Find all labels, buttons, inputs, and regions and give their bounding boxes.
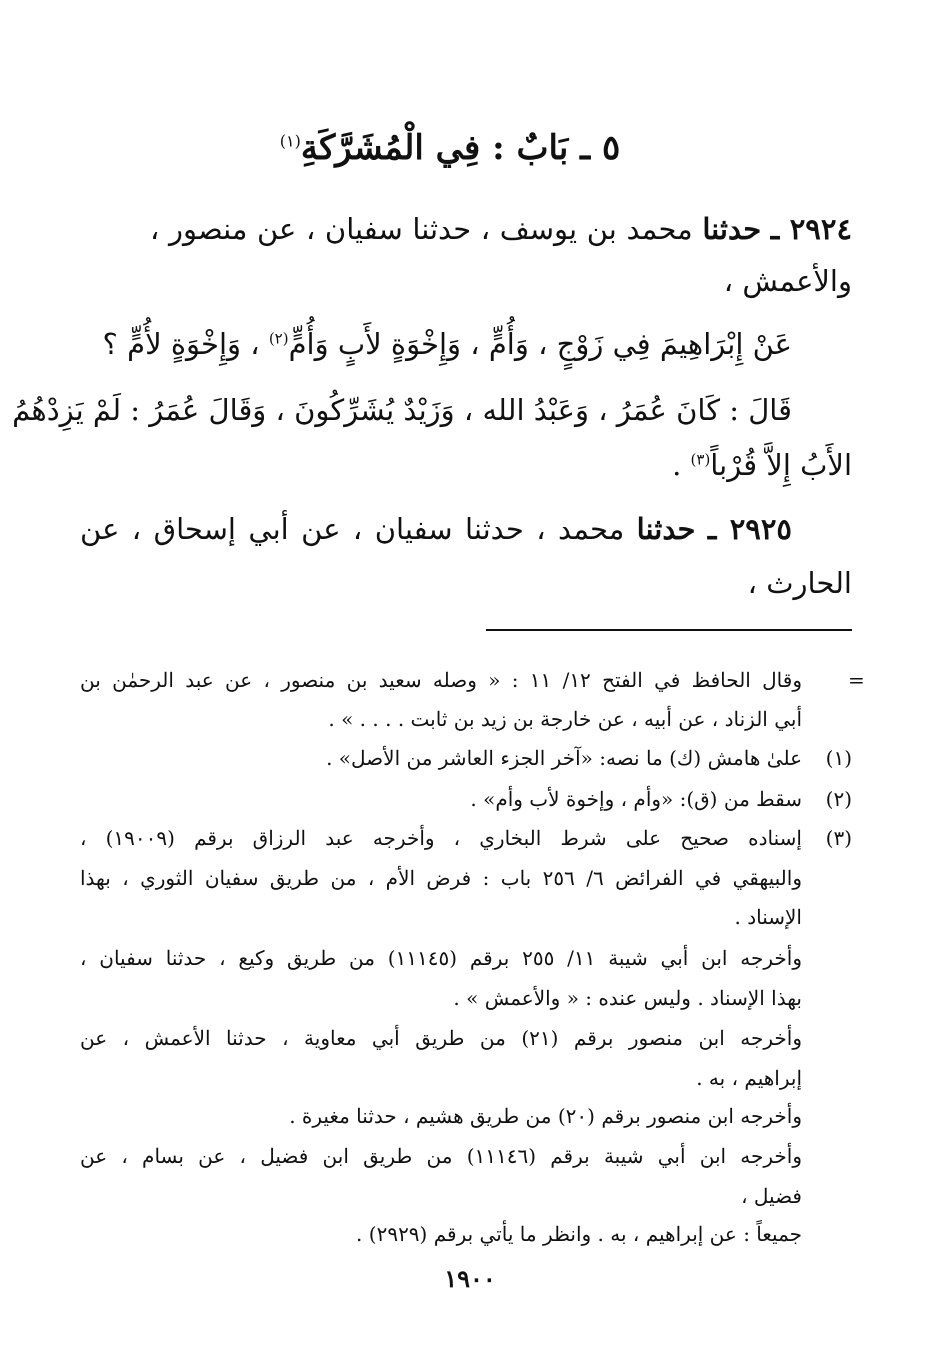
footnote-3-number: (٣) [825,826,852,850]
matn-text: ، وَإِخْوَةٍ لأُمٍّ ؟ [102,327,260,361]
hadith-2925-line-2: الحارث ، [747,566,852,600]
footnote-3-line: وأخرجه ابن منصور برقم (٢١) من طريق أبي معاوية ، حدثنا الأعمش ، عن [80,1026,802,1050]
footnote-ref-1: (١) [279,131,301,151]
footnote-3-line: والبيهقي في الفرائض ٦/ ٢٥٦ باب : فرض الأم ، من طريق سفيان الثوري ، بهذا [80,866,802,890]
hadith-lead: حدثنا [636,512,696,546]
matn-text: . [672,448,682,482]
footnote-3-line: الإسناد . [734,905,802,929]
footnote-2-number: (٢) [825,787,852,811]
footnote-ref-2: (٢) [268,329,289,348]
footnote-3-line: فضيل ، [741,1184,802,1208]
continuation-mark: = [848,668,865,692]
footnote-ref-3: (٣) [690,450,711,469]
hadith-2924-line-2: والأعمش ، [723,264,852,298]
footnote-2-text: سقط من (ق): «وأم ، وإخوة لأب وأم» . [470,787,802,811]
footnote-3-line: بهذا الإسناد . وليس عنده : « والأعمش » . [453,986,802,1010]
footnote-3-line: وأخرجه ابن أبي شيبة ١١/ ٢٥٥ برقم (١١١٤٥) من طريق وكيع ، حدثنا سفيان ، [80,946,802,970]
footnote-3-line: وأخرجه ابن منصور برقم (٢٠) من طريق هشيم ، حدثنا مغيرة . [289,1104,802,1128]
chapter-heading-text: ٥ ـ بَابٌ : فِي الْمُشَرَّكَةِ [300,128,621,168]
footnote-continuation-line-1: وقال الحافظ في الفتح ١٢/ ١١ : « وصله سعيد بن منصور ، عن عبد الرحمٰن بن [80,668,802,692]
hadith-text: محمد ، حدثنا سفيان ، عن أبي إسحاق ، عن [80,512,625,546]
hadith-2924-line-3 [103,327,792,361]
hadith-2925-line-1 [80,512,792,546]
hadith-2924-line-4: قَالَ : كَانَ عُمَرُ ، وَعَبْدُ الله ، وَزَيْدٌ يُشَرِّكُونَ ، وَقَالَ عُمَرُ : لَمْ يَزِدْهُمُ [12,393,792,427]
footnote-3-line: إسناده صحيح على شرط البخاري ، وأخرجه عبد الرزاق برقم (١٩٠٠٩) ، [80,826,802,850]
footnote-continuation-line-2: أبي الزناد ، عن أبيه ، عن خارجة بن زيد بن ثابت . . . . » . [328,707,802,731]
footnote-3-line: جميعاً : عن إبراهيم ، به . وانظر ما يأتي برقم (٢٩٢٩) . [356,1222,802,1246]
matn-text: الأَبُ إِلاَّ قُرْباً [710,448,852,482]
footnote-separator [486,629,852,631]
footnote-3-line: وأخرجه ابن أبي شيبة برقم (١١١٤٦) من طريق ابن فضيل ، عن بسام ، عن [80,1144,803,1168]
footnote-3-line: إبراهيم ، به . [696,1066,802,1090]
hadith-2924-line-1 [150,212,852,246]
hadith-number: ٢٩٢٤ ـ [770,212,853,246]
page-number: ١٩٠٠ [444,1264,496,1293]
hadith-number: ٢٩٢٥ ـ [707,512,792,546]
hadith-lead: حدثنا [702,212,762,246]
footnote-1-text: علىٰ هامش (ك) ما نصه: «آخر الجزء العاشر من الأصل» . [326,746,802,770]
footnote-1-number: (١) [825,746,852,770]
matn-text: عَنْ إِبْرَاهِيمَ فِي زَوْجٍ ، وَأُمٍّ ، وَإِخْوَةٍ لأَبٍ وَأُمٍّ [288,327,792,361]
chapter-heading [250,128,650,168]
hadith-text: محمد بن يوسف ، حدثنا سفيان ، عن منصور ، [150,212,693,246]
hadith-2924-line-5 [672,448,852,482]
